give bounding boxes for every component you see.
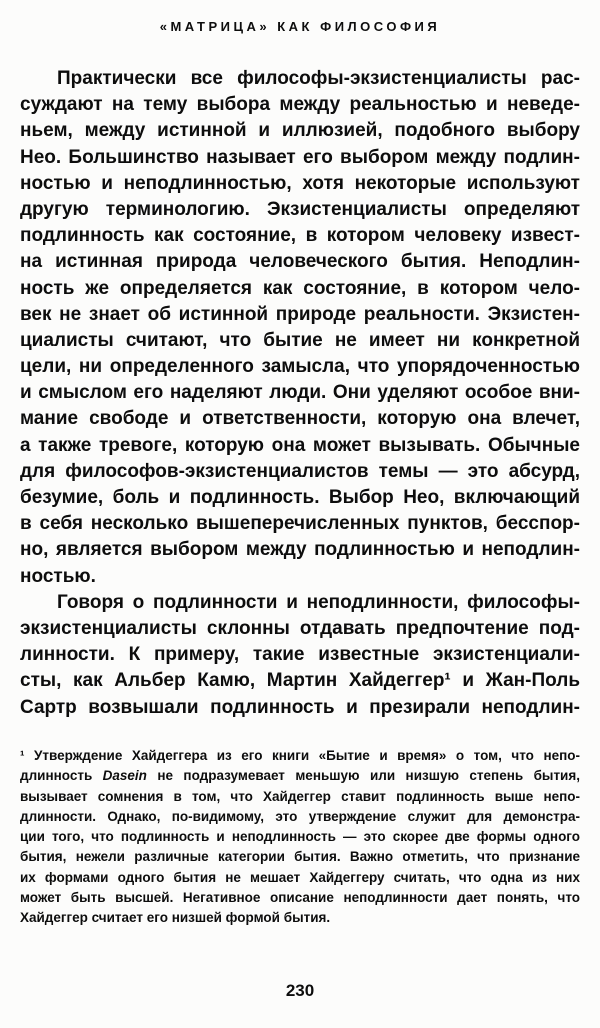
footnote-line (20, 868, 580, 888)
body-line: линности. К примеру, такие известные экзистенциали- (20, 644, 580, 666)
body-line: экзистенциалисты склонны отдавать предпочтение под- (20, 617, 580, 639)
body-line: но, является выбором между подлинностью и неподлин- (20, 539, 580, 561)
footnote-segment: бытия, нежели различные категории бытия. Важно отметить, что признание (20, 849, 580, 865)
body-line: Говоря о подлинности и неподлинности, философы- (57, 591, 580, 613)
body-line: ньем, между истинной и иллюзией, подобного выбору (20, 120, 580, 142)
footnote-segment: может быть высшей. Негативное описание неподлинности дает понять, что (20, 890, 580, 906)
footnote-segment: не подразумевает меньшую или низшую степень бытия, (146, 768, 580, 784)
footnote-segment: вызывает сомнения в том, что Хайдеггер ставит подлинность выше непо- (20, 788, 580, 804)
footnote-line (20, 807, 580, 827)
footnote-segment: их формами одного бытия не мешает Хайдеггеру считать, что одна из них (20, 869, 580, 885)
footnote-line (20, 766, 580, 786)
body-line: Нео. Большинство называет его выбором между подлин- (20, 146, 580, 168)
footnote-line (20, 847, 580, 867)
body-text (20, 66, 580, 721)
body-line: ность же определяется как состояние, в котором чело- (20, 277, 580, 299)
body-line: циалисты считают, что бытие не имеет ни конкретной (20, 329, 580, 351)
body-line: ностью и неподлинностью, хотя некоторые используют (20, 172, 580, 194)
footnote-line (20, 827, 580, 847)
footnote-line (20, 888, 580, 908)
body-line: подлинность как состояние, в котором человеку извест- (20, 225, 580, 247)
body-line: безумие, боль и подлинность. Выбор Нео, включающий (20, 487, 580, 508)
footnote-segment: длинность (20, 768, 103, 784)
body-line: на истинная природа человеческого бытия. Неподлин- (20, 251, 580, 273)
page-number: 230 (285, 981, 315, 1000)
body-line: Сартр возвышали подлинность и презирали неподлин- (20, 696, 580, 718)
body-line: ностью. (20, 565, 96, 587)
running-head: «МАТРИЦА» КАК ФИЛОСОФИЯ (159, 19, 441, 34)
footnote-segment: длинности. Однако, по-видимому, это утверждение служит для демонстра- (20, 808, 580, 824)
footnote-segment: Хайдеггер считает его низшей формой бытия. (20, 910, 331, 926)
footnote-italic-term: Dasein (102, 768, 147, 784)
body-line: для философов-экзистенциалистов темы — это абсурд, (20, 460, 580, 482)
body-line: Практически все философы-экзистенциалисты рас- (57, 68, 580, 89)
footnote-segment: ¹ Утверждение Хайдеггера из его книги «Бытие и время» о том, что непо- (20, 748, 580, 763)
footnote-line (20, 746, 580, 766)
body-line: сты, как Альбер Камю, Мартин Хайдеггер¹ и Жан-Поль (20, 670, 580, 692)
body-line: суждают на тему выбора между реальностью и неведе- (20, 94, 580, 116)
footnote-segment: ции того, что подлинность и неподлинность — это скорее две формы одного (20, 829, 580, 845)
body-line: век не знает об истинной природе реальности. Экзистен- (20, 303, 580, 325)
body-line: мание свободе и ответственности, которую она влечет, (20, 408, 580, 430)
body-line: в себя несколько вышеперечисленных пунктов, бесспор- (20, 513, 580, 535)
body-line: и смыслом его наделяют люди. Они уделяют особое вни- (20, 382, 580, 404)
footnote-line (20, 908, 580, 928)
footnote-text (20, 746, 580, 929)
footnote-line (20, 787, 580, 807)
body-line: цели, ни определенного замысла, что упорядоченностью (20, 356, 580, 378)
body-line: другую терминологию. Экзистенциалисты определяют (20, 198, 580, 220)
body-line: а также тревоге, которую она может вызывать. Обычные (20, 434, 580, 456)
